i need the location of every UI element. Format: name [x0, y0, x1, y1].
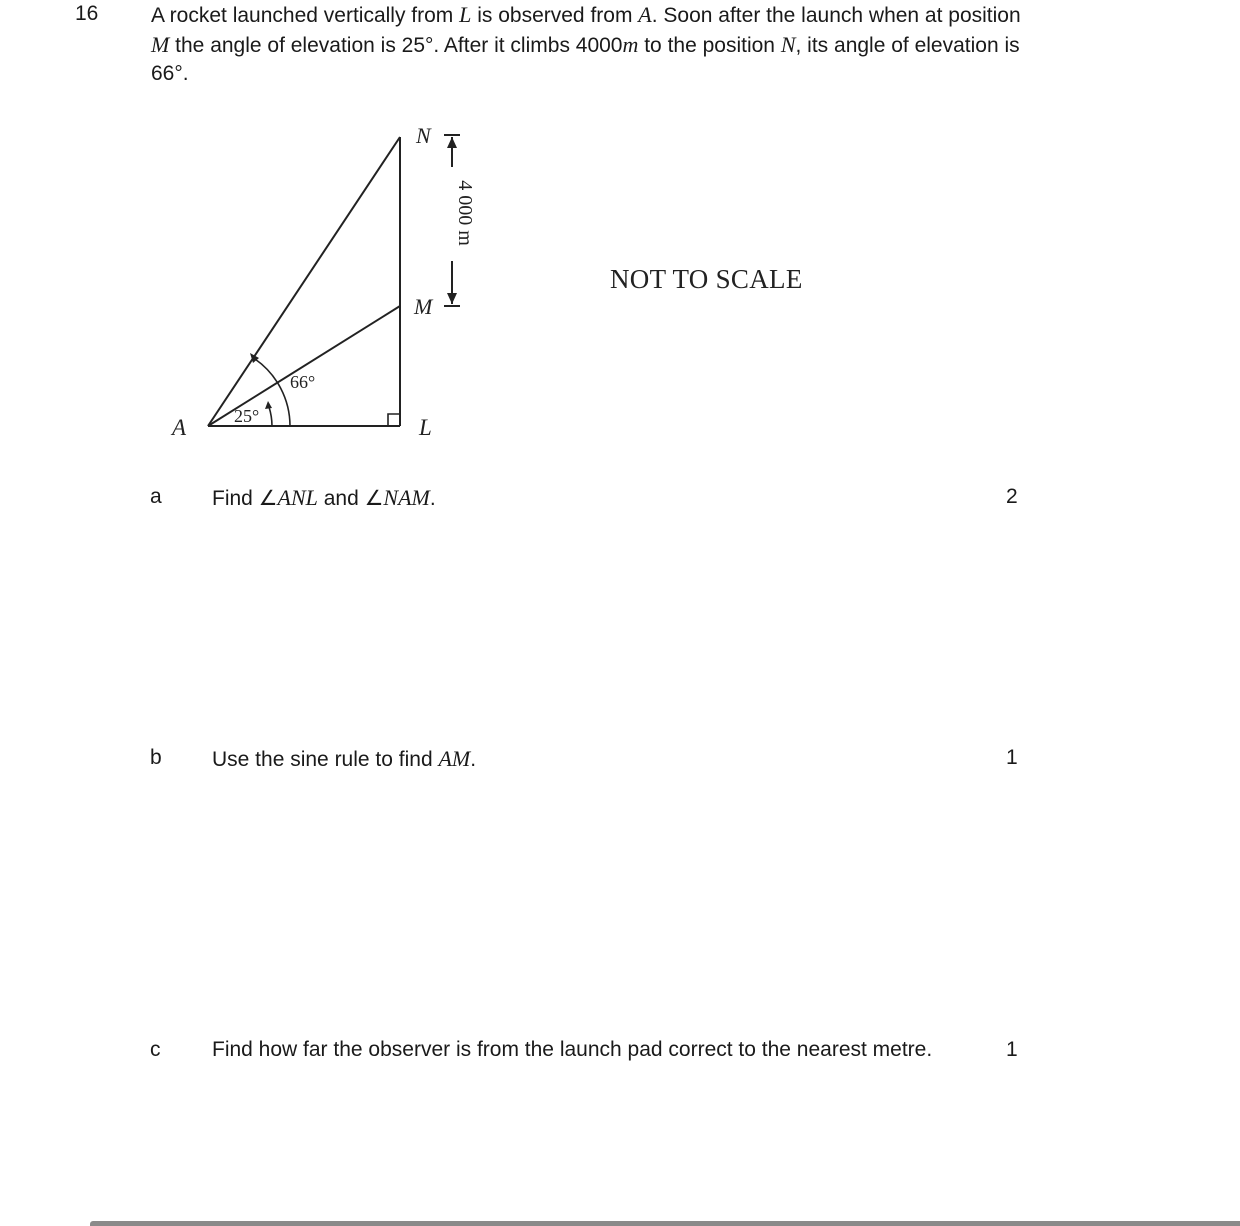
- part-a-var-NAM: NAM: [383, 485, 430, 510]
- part-a-letter: a: [150, 485, 162, 508]
- dim-arrowhead-up: [447, 137, 457, 148]
- arc-25-arrowhead: [265, 401, 272, 409]
- part-b-text-1: Use the sine rule to find: [212, 748, 439, 771]
- stem-var-A: A: [638, 2, 652, 27]
- dim-label: 4 000 m: [454, 180, 476, 246]
- stem-text: the angle of elevation is 25°. After it climbs 4000: [169, 33, 623, 57]
- stem-text: to the position: [638, 33, 781, 57]
- part-b-text: [212, 746, 476, 772]
- stem-unit-m: m: [622, 31, 639, 57]
- stem-text: . Soon after the launch when at position: [651, 4, 1021, 27]
- diagram-svg: [160, 115, 480, 450]
- question-stem: [151, 1, 1031, 89]
- stem-var-M: M: [151, 31, 170, 57]
- part-a-text-2: and ∠: [317, 487, 384, 510]
- part-a-text-1: Find ∠: [212, 487, 278, 510]
- dim-arrowhead-down: [447, 293, 457, 304]
- part-b-letter: b: [150, 746, 162, 769]
- label-angle-25: 25°: [234, 406, 260, 426]
- label-A: A: [172, 415, 187, 440]
- bottom-divider: [90, 1221, 1240, 1226]
- part-a-var-ANL: ANL: [277, 485, 318, 510]
- part-b-text-2: .: [470, 748, 477, 771]
- arc-25: [269, 407, 272, 426]
- question-number: 16: [75, 2, 99, 25]
- stem-var-L: L: [459, 2, 472, 27]
- label-L: L: [419, 415, 432, 440]
- stem-text: A rocket launched vertically from: [151, 4, 460, 27]
- stem-text: is observed from: [471, 4, 639, 27]
- part-c-text: Find how far the observer is from the launch pad correct to the nearest metre.: [212, 1038, 933, 1061]
- stem-text: , its angle of elevation is 66°.: [151, 33, 1020, 85]
- part-c-letter: c: [150, 1038, 161, 1061]
- rocket-triangle-diagram: [160, 115, 480, 450]
- part-b-var-AM: AM: [438, 746, 471, 771]
- part-a-text: [212, 485, 436, 511]
- label-angle-66: 66°: [290, 372, 316, 392]
- not-to-scale-note: NOT TO SCALE: [610, 264, 803, 294]
- part-b-marks: 1: [1006, 746, 1018, 769]
- part-a-text-3: .: [429, 487, 436, 510]
- label-M: M: [414, 294, 433, 319]
- part-c-marks: 1: [1006, 1038, 1018, 1061]
- part-a-marks: 2: [1006, 485, 1018, 508]
- label-N: N: [416, 123, 431, 148]
- right-angle-marker: [388, 414, 400, 426]
- stem-var-N: N: [780, 31, 796, 57]
